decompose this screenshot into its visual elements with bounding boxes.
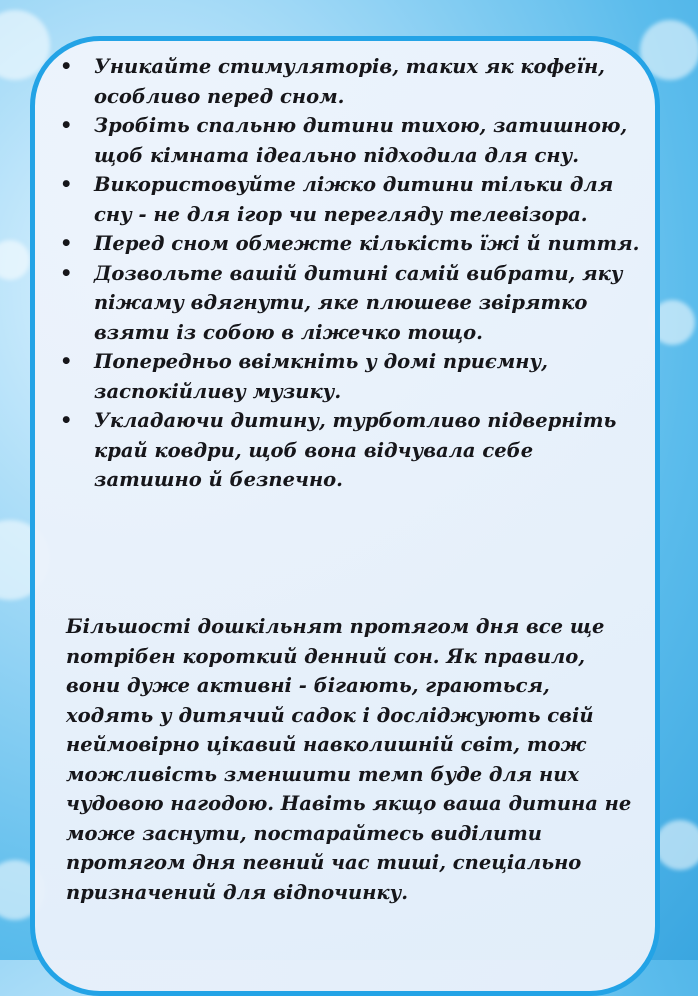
bokeh-circle: [655, 820, 698, 870]
tip-text: Використовуйте ліжко дитини тільки для сну - не для ігор чи перегляду телевізора.: [94, 173, 614, 226]
bullet: •: [60, 114, 73, 137]
bullet: •: [60, 55, 73, 78]
bullet: •: [60, 350, 73, 373]
bullet: •: [60, 232, 73, 255]
bokeh-circle: [0, 240, 30, 280]
tip-item: [60, 52, 645, 111]
tip-text: Дозвольте вашій дитині самій вибрати, яку піжаму вдягнути, яке плюшеве звірятко взяти із собою в ліжечко тощо.: [94, 261, 623, 344]
bullet: •: [60, 173, 73, 196]
tip-item: [60, 229, 645, 259]
tip-item: [60, 347, 645, 406]
tip-text: Зробіть спальню дитини тихою, затишною, щоб кімната ідеально підходила для сну.: [94, 114, 628, 167]
tip-item: [60, 170, 645, 229]
tip-text: Перед сном обмежте кількість їжі й пиття.: [94, 232, 640, 255]
tip-text: Укладаючи дитину, турботливо підверніть край ковдри, щоб вона відчувала себе затишно й безпечно.: [94, 409, 617, 491]
tip-text: Уникайте стимуляторів, таких як кофеїн, особливо перед сном.: [94, 55, 605, 108]
tip-item: [60, 406, 645, 495]
bullet: •: [60, 409, 73, 432]
nap-paragraph: Більшості дошкільнят протягом дня все ще потрібен короткий денний сон. Як правило, вони дуже активні - бігають, граються, ходять у дитячий садок і досліджують свій неймовірно цікавий навколишній світ, тож можливість зменшити темп буде для них чудовою нагодою. Навіть якщо ваша дитина не може заснути, постарайтесь виділити протягом дня певний час тиші, спеціально призначений для відпочинку.: [66, 615, 632, 904]
tip-item: [60, 111, 645, 170]
tips-list: [60, 52, 645, 495]
tip-text: Попередньо ввімкніть у домі приємну, заспокійливу музику.: [94, 350, 548, 403]
tip-item: [60, 259, 645, 348]
bullet: •: [60, 261, 73, 285]
